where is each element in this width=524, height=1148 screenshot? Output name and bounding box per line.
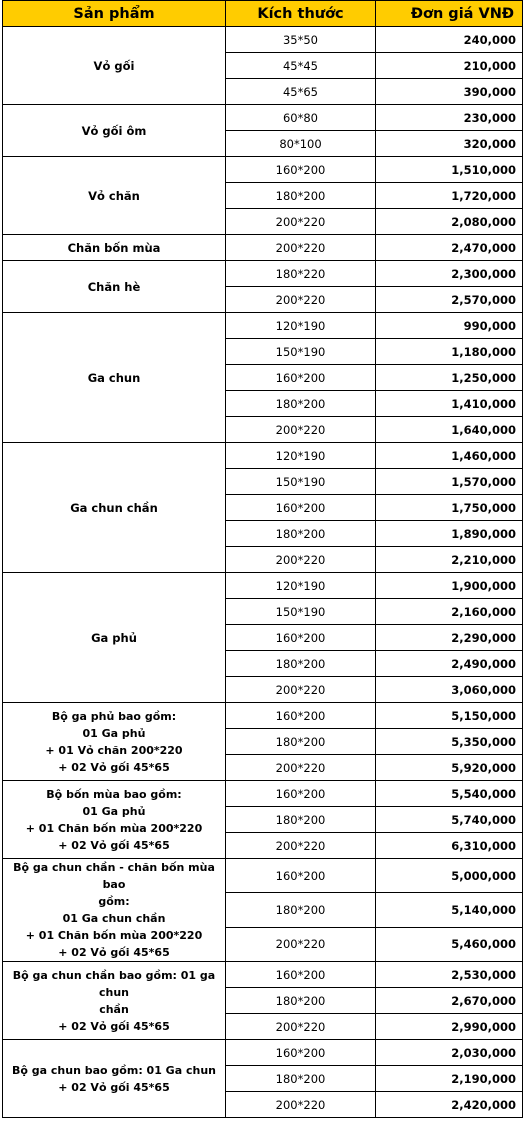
product-name-cell [3, 1040, 226, 1118]
table-row [3, 313, 523, 339]
price-cell: 1,900,000 [376, 573, 523, 599]
size-cell: 120*190 [226, 573, 376, 599]
price-cell: 1,180,000 [376, 339, 523, 365]
size-cell: 180*200 [226, 183, 376, 209]
price-cell: 2,990,000 [376, 1014, 523, 1040]
product-name-line: Vỏ gối ôm [81, 123, 147, 138]
header-price: Đơn giá VNĐ [376, 1, 523, 27]
product-name-line: + 02 Vỏ gối 45*65 [58, 760, 170, 774]
size-cell: 150*190 [226, 599, 376, 625]
size-cell: 180*200 [226, 807, 376, 833]
product-name-line: Ga phủ [91, 630, 137, 645]
product-name-line: Ga chun [87, 370, 141, 385]
price-cell: 1,720,000 [376, 183, 523, 209]
size-cell: 200*220 [226, 417, 376, 443]
size-cell: 160*200 [226, 703, 376, 729]
product-name-cell [3, 105, 226, 157]
product-name-line: 01 Ga phủ [82, 726, 146, 740]
price-cell: 1,510,000 [376, 157, 523, 183]
price-cell: 1,750,000 [376, 495, 523, 521]
size-cell: 180*200 [226, 988, 376, 1014]
size-cell: 120*190 [226, 443, 376, 469]
size-cell: 180*200 [226, 651, 376, 677]
size-cell: 200*220 [226, 547, 376, 573]
table-header [3, 1, 523, 27]
price-cell: 2,030,000 [376, 1040, 523, 1066]
size-cell: 160*200 [226, 365, 376, 391]
product-name-cell [3, 962, 226, 1040]
price-table [2, 0, 523, 1118]
product-name-line: + 02 Vỏ gối 45*65 [58, 838, 170, 852]
price-cell: 5,150,000 [376, 703, 523, 729]
product-name-cell [3, 313, 226, 443]
table-row [3, 27, 523, 53]
product-name-cell [3, 573, 226, 703]
price-cell: 3,060,000 [376, 677, 523, 703]
size-cell: 180*200 [226, 391, 376, 417]
size-cell: 35*50 [226, 27, 376, 53]
product-name-cell [3, 703, 226, 781]
size-cell: 60*80 [226, 105, 376, 131]
price-cell: 990,000 [376, 313, 523, 339]
product-name-cell [3, 443, 226, 573]
table-row [3, 443, 523, 469]
product-name-line: chần [99, 1002, 129, 1016]
product-name-line: Vỏ gối [93, 58, 135, 73]
table-row [3, 962, 523, 988]
product-name-line: gồm: [98, 895, 130, 908]
size-cell: 45*65 [226, 79, 376, 105]
product-name-cell [3, 235, 226, 261]
price-cell: 390,000 [376, 79, 523, 105]
price-cell: 2,160,000 [376, 599, 523, 625]
price-cell: 6,310,000 [376, 833, 523, 859]
product-name-line: 01 Ga chun chần [62, 912, 166, 925]
price-cell: 5,000,000 [376, 859, 523, 893]
price-cell: 2,670,000 [376, 988, 523, 1014]
price-cell: 5,350,000 [376, 729, 523, 755]
price-cell: 2,530,000 [376, 962, 523, 988]
size-cell: 160*200 [226, 781, 376, 807]
price-cell: 1,640,000 [376, 417, 523, 443]
product-name-line: 01 Ga phủ [82, 804, 146, 818]
product-name-line: + 02 Vỏ gối 45*65 [58, 1019, 170, 1033]
price-cell: 1,460,000 [376, 443, 523, 469]
size-cell: 180*200 [226, 521, 376, 547]
size-cell: 150*190 [226, 339, 376, 365]
size-cell: 180*220 [226, 261, 376, 287]
price-cell: 5,140,000 [376, 893, 523, 927]
price-cell: 2,420,000 [376, 1092, 523, 1118]
product-name-line: + 01 Chăn bốn mùa 200*220 [25, 929, 203, 942]
price-cell: 2,290,000 [376, 625, 523, 651]
product-name-cell [3, 157, 226, 235]
header-row [3, 1, 523, 27]
product-name-cell [3, 261, 226, 313]
size-cell: 120*190 [226, 313, 376, 339]
price-cell: 1,250,000 [376, 365, 523, 391]
price-cell: 1,890,000 [376, 521, 523, 547]
price-cell: 230,000 [376, 105, 523, 131]
product-name-line: + 01 Vỏ chăn 200*220 [45, 743, 183, 757]
size-cell: 200*220 [226, 833, 376, 859]
product-name-cell [3, 27, 226, 105]
table-row [3, 573, 523, 599]
size-cell: 200*220 [226, 1014, 376, 1040]
price-cell: 240,000 [376, 27, 523, 53]
price-cell: 5,460,000 [376, 927, 523, 961]
price-cell: 2,210,000 [376, 547, 523, 573]
table-row [3, 261, 523, 287]
product-name-line: Bộ ga chun chần bao gồm: 01 ga chun [12, 968, 216, 999]
price-cell: 2,570,000 [376, 287, 523, 313]
table-row [3, 1040, 523, 1066]
product-name-cell [3, 781, 226, 859]
price-cell: 1,570,000 [376, 469, 523, 495]
size-cell: 80*100 [226, 131, 376, 157]
product-name-line: + 02 Vỏ gối 45*65 [58, 1080, 170, 1094]
size-cell: 200*220 [226, 287, 376, 313]
product-name-cell [3, 859, 226, 962]
size-cell: 200*220 [226, 755, 376, 781]
size-cell: 45*45 [226, 53, 376, 79]
table-row [3, 859, 523, 893]
table-row [3, 781, 523, 807]
size-cell: 200*220 [226, 927, 376, 961]
product-name-line: Vỏ chăn [88, 188, 140, 203]
product-name-line: Chăn bốn mùa [67, 240, 161, 255]
product-name-line: Ga chun chần [70, 500, 158, 515]
size-cell: 160*200 [226, 495, 376, 521]
product-name-line: Bộ bốn mùa bao gồm: [46, 787, 182, 801]
table-row [3, 105, 523, 131]
size-cell: 160*200 [226, 962, 376, 988]
size-cell: 200*220 [226, 235, 376, 261]
size-cell: 160*200 [226, 1040, 376, 1066]
table-row [3, 235, 523, 261]
product-name-line: Bộ ga chun bao gồm: 01 Ga chun [12, 1063, 216, 1077]
size-cell: 150*190 [226, 469, 376, 495]
table-row [3, 157, 523, 183]
price-cell: 320,000 [376, 131, 523, 157]
size-cell: 200*220 [226, 1092, 376, 1118]
price-cell: 2,470,000 [376, 235, 523, 261]
size-cell: 200*220 [226, 677, 376, 703]
price-cell: 5,540,000 [376, 781, 523, 807]
size-cell: 160*200 [226, 157, 376, 183]
product-name-line: Chăn hè [87, 279, 141, 294]
size-cell: 160*200 [226, 859, 376, 893]
product-name-line: Bộ ga chun chần - chăn bốn mùa bao [13, 861, 215, 891]
table-row [3, 703, 523, 729]
price-cell: 2,300,000 [376, 261, 523, 287]
price-cell: 5,740,000 [376, 807, 523, 833]
size-cell: 200*220 [226, 209, 376, 235]
price-cell: 1,410,000 [376, 391, 523, 417]
table-body [3, 27, 523, 1118]
price-cell: 2,490,000 [376, 651, 523, 677]
price-cell: 5,920,000 [376, 755, 523, 781]
header-product: Sản phẩm [3, 1, 226, 27]
product-name-line: Bộ ga phủ bao gồm: [51, 709, 177, 723]
product-name-line: + 01 Chăn bốn mùa 200*220 [25, 821, 203, 835]
price-cell: 2,190,000 [376, 1066, 523, 1092]
price-cell: 2,080,000 [376, 209, 523, 235]
size-cell: 180*200 [226, 729, 376, 755]
size-cell: 180*200 [226, 893, 376, 927]
product-name-line: + 02 Vỏ gối 45*65 [58, 946, 170, 959]
size-cell: 180*200 [226, 1066, 376, 1092]
price-cell: 210,000 [376, 53, 523, 79]
size-cell: 160*200 [226, 625, 376, 651]
header-size: Kích thước [226, 1, 376, 27]
